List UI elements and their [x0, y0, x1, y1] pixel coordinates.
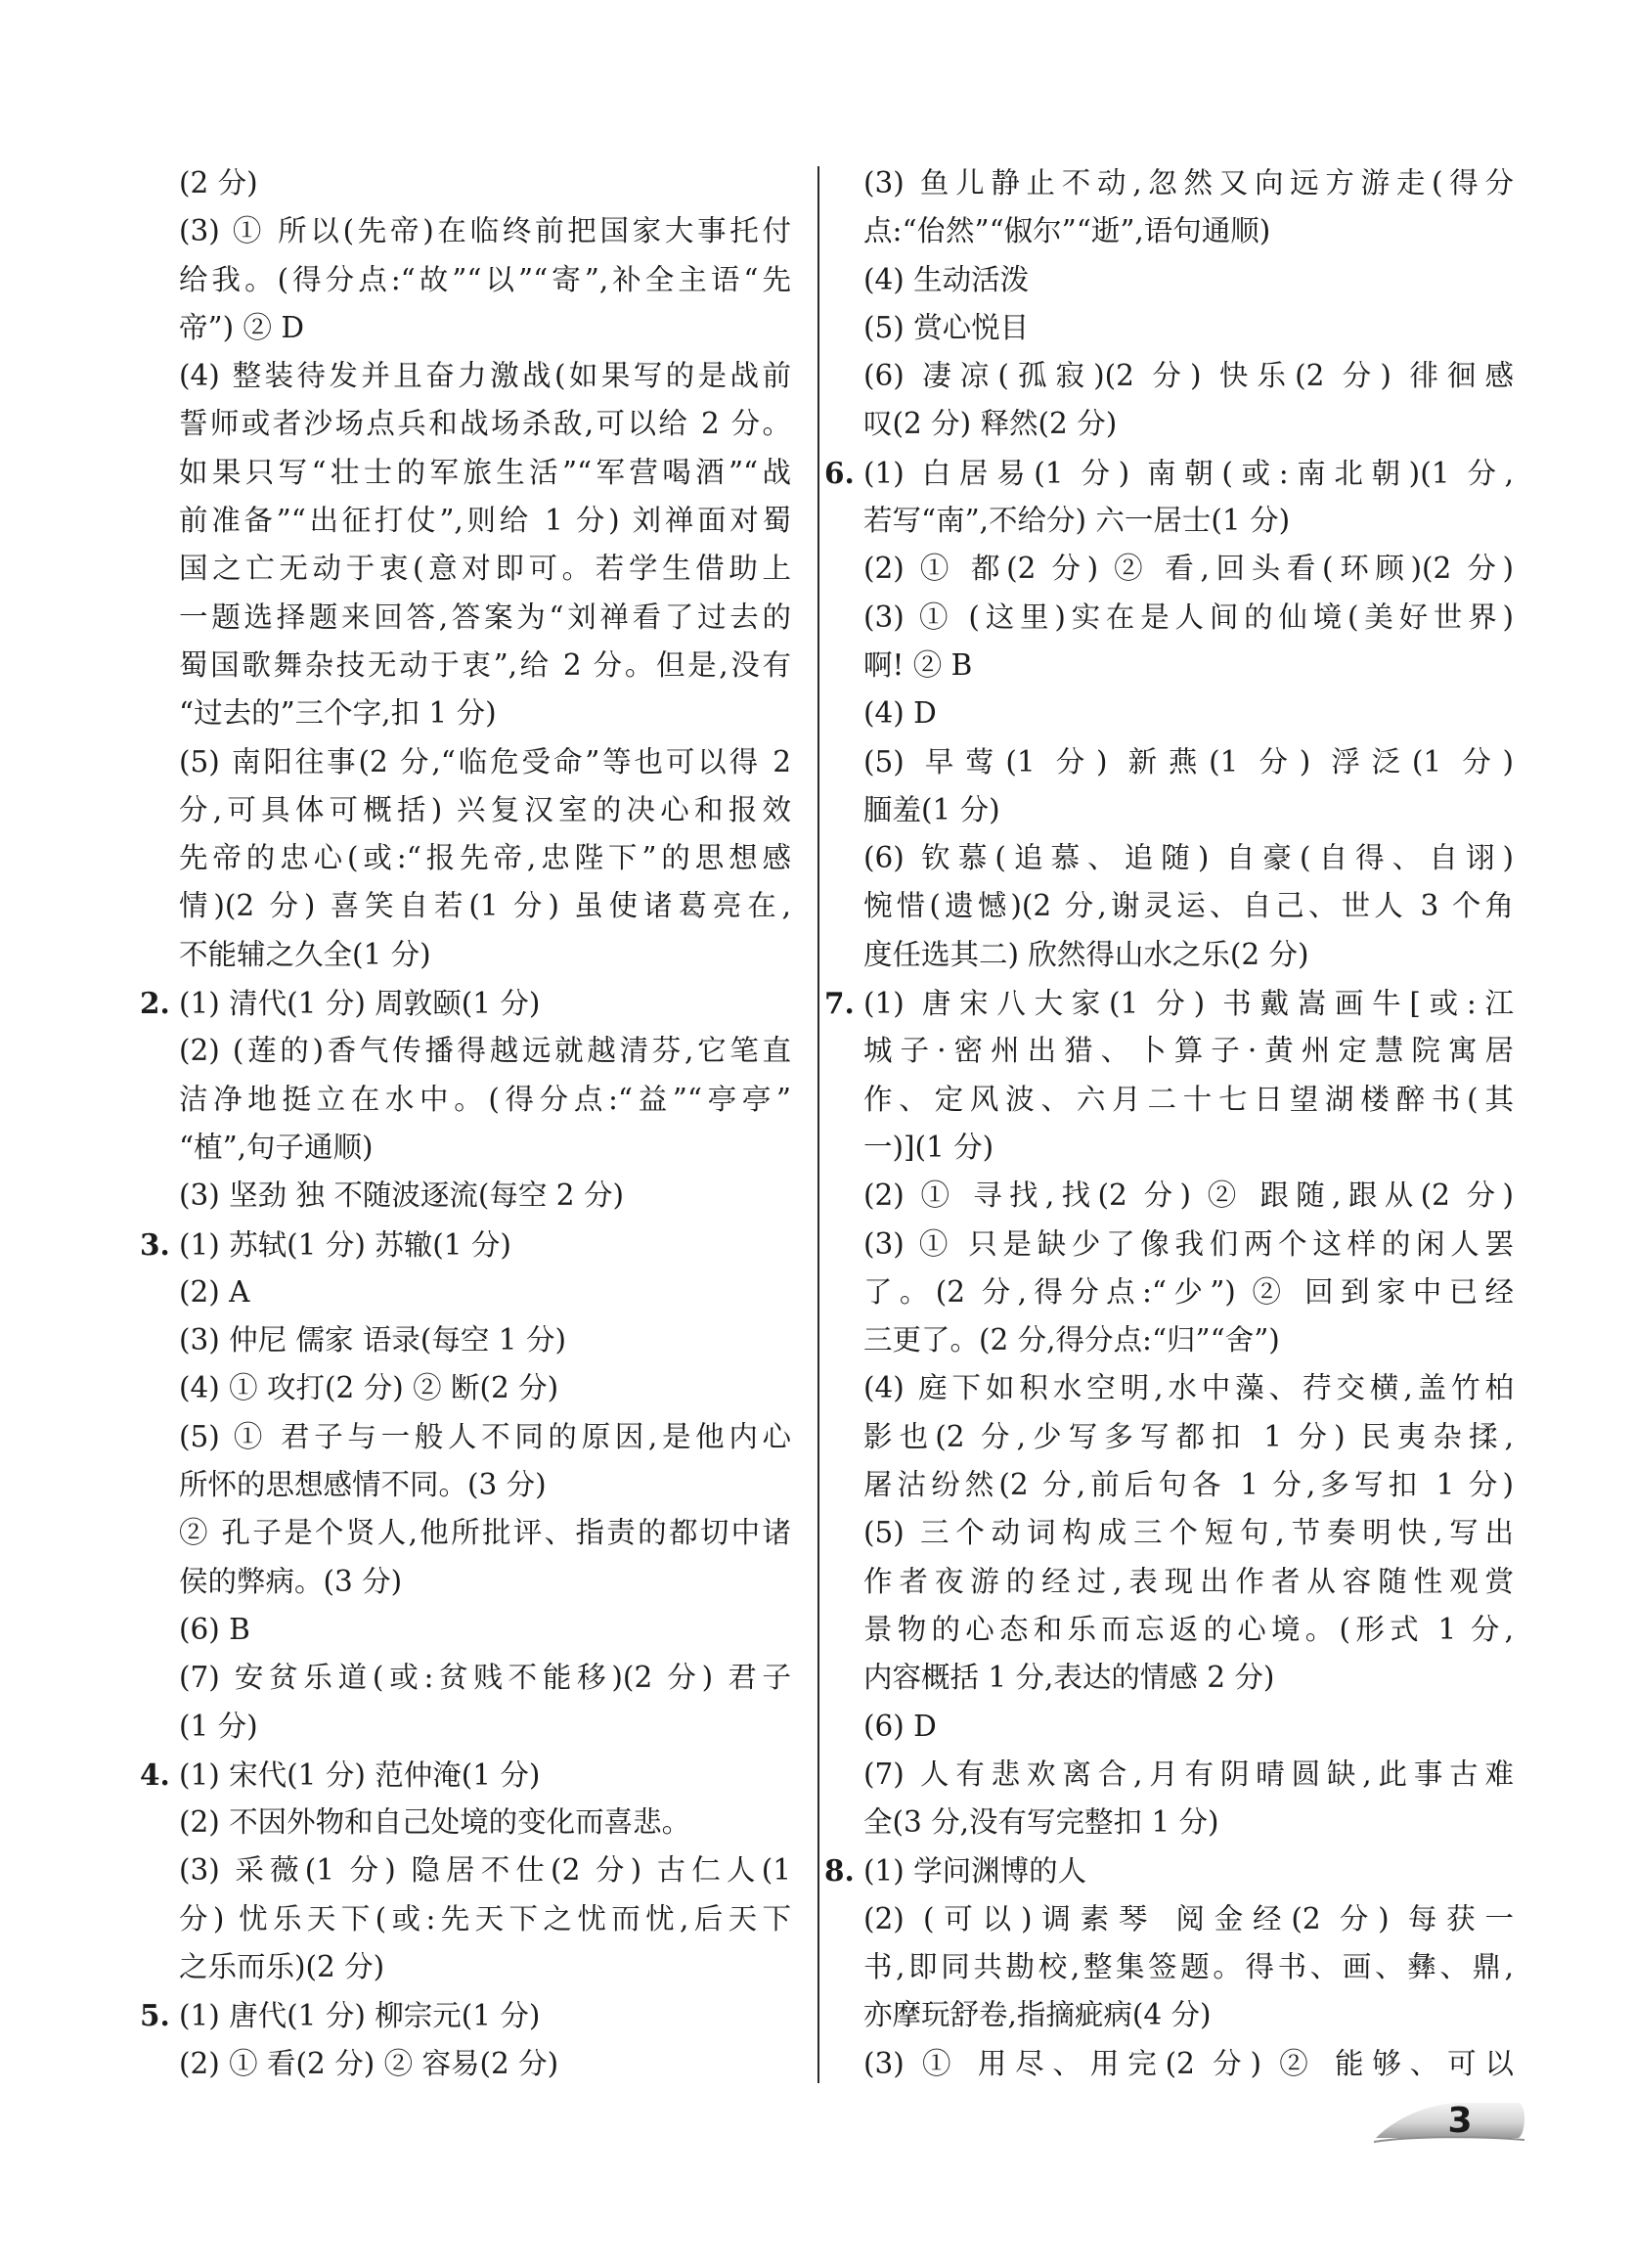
answer-line [179, 1364, 791, 1412]
answer-line [863, 834, 1514, 882]
answer-line [863, 1991, 1514, 2039]
answer-line [863, 1221, 1514, 1268]
answer-text: 前准备”“出征打仗”,则给 1 分) 刘禅面对蜀 [179, 504, 791, 538]
answer-text: (2) (莲的)香气传播得越远就越清芬,它笔直 [179, 1034, 791, 1068]
answer-text: 景物的心态和乐而忘返的心境。(形式 1 分, [863, 1612, 1514, 1646]
answer-text: 一)](1 分) [863, 1130, 994, 1164]
answer-line [179, 545, 791, 593]
answer-line [179, 642, 791, 689]
column-divider [817, 166, 819, 2083]
answer-line [179, 834, 791, 882]
answer-text: (1) 白居易(1 分) 南朝(或:南北朝)(1 分, [863, 456, 1514, 490]
answer-line [179, 1509, 791, 1557]
answer-text: 城子·密州出猎、卜算子·黄州定慧院寓居 [863, 1034, 1514, 1068]
answer-line [179, 1799, 791, 1846]
answer-text: (4) 整装待发并且奋力激战(如果写的是战前 [179, 359, 791, 393]
answer-line [140, 1991, 791, 2039]
answer-line [179, 449, 791, 497]
answer-text: (1) 苏轼(1 分) 苏辙(1 分) [179, 1227, 511, 1262]
answer-line [179, 1943, 791, 1991]
answer-text: (2 分) [179, 166, 258, 200]
answer-text: 三更了。(2 分,得分点:“归”“舍”) [863, 1323, 1280, 1357]
answer-text: 洁净地挺立在水中。(得分点:“益”“亭亭” [179, 1082, 791, 1116]
answer-line [824, 979, 1514, 1027]
answer-line [863, 1703, 1514, 1751]
answer-text: (1) 清代(1 分) 周敦颐(1 分) [179, 987, 541, 1021]
answer-line [179, 1461, 791, 1509]
answer-line [863, 1943, 1514, 1991]
answer-line [863, 1027, 1514, 1075]
answer-text: 给我。(得分点:“故”“以”“寄”,补全主语“先 [179, 262, 791, 296]
page-number: 3 [1447, 2101, 1473, 2141]
answer-text: (3) 坚劲 独 不随波逐流(每空 2 分) [179, 1178, 624, 1213]
answer-line [863, 882, 1514, 930]
answer-line [179, 1558, 791, 1606]
answer-line [824, 1846, 1514, 1894]
answer-line [863, 352, 1514, 400]
answer-line [179, 1172, 791, 1220]
answer-line [179, 1076, 791, 1124]
answer-line [863, 689, 1514, 737]
answer-line [863, 1895, 1514, 1943]
answer-text: 所怀的思想感情不同。(3 分) [179, 1468, 547, 1502]
answer-text: (4) ① 攻打(2 分) ② 断(2 分) [179, 1371, 559, 1405]
question-number: 4. [140, 1757, 170, 1792]
answer-text: (4) 生动活泼 [863, 262, 1030, 296]
answer-text: (3) 仲尼 儒家 语录(每空 1 分) [179, 1323, 566, 1357]
answer-line [179, 738, 791, 786]
answer-line [863, 545, 1514, 593]
answer-text: (2) 不因外物和自己处境的变化而喜悲。 [179, 1805, 691, 1840]
answer-line [179, 400, 791, 448]
answer-text: 一题选择题来回答,答案为“刘禅看了过去的 [179, 600, 791, 634]
answer-text: (6) D [863, 1709, 937, 1743]
answer-text: (1) 学问渊博的人 [863, 1854, 1087, 1889]
answer-line [863, 594, 1514, 642]
answer-line [140, 1221, 791, 1268]
answer-text: 啊! ② B [863, 647, 973, 682]
answer-line [179, 1703, 791, 1751]
answer-text: (3) ① 只是缺少了像我们两个这样的闲人罢 [863, 1226, 1514, 1261]
question-number: 6. [824, 455, 855, 490]
answer-line [179, 1654, 791, 1702]
answer-line [863, 1654, 1514, 1702]
answer-line [140, 1751, 791, 1799]
answer-line [863, 497, 1514, 545]
answer-line [179, 1846, 791, 1894]
answer-text: 分,可具体可概括) 兴复汉室的决心和报效 [179, 792, 791, 826]
question-number: 8. [824, 1853, 855, 1889]
answer-line [179, 497, 791, 545]
answer-text: ② 孔子是个贤人,他所批评、指责的都切中诸 [179, 1516, 791, 1550]
answer-text: 度任选其二) 欣然得山水之乐(2 分) [863, 937, 1309, 971]
answer-text: (5) 赏心悦目 [863, 310, 1030, 344]
answer-text: (3) ① 所以(先帝)在临终前把国家大事托付 [179, 214, 791, 248]
answer-line [179, 931, 791, 979]
answer-text: 了。(2 分,得分点:“少”) ② 回到家中已经 [863, 1274, 1514, 1309]
answer-text: (5) 早莺(1 分) 新燕(1 分) 浮泛(1 分) [863, 744, 1514, 778]
answer-text: (1 分) [179, 1709, 258, 1743]
answer-line [179, 304, 791, 352]
question-number: 3. [140, 1226, 170, 1262]
answer-line [863, 1076, 1514, 1124]
answer-line [179, 352, 791, 400]
answer-text: 叹(2 分) 释然(2 分) [863, 407, 1118, 441]
page-number-tab [1372, 2093, 1528, 2150]
answer-line [179, 207, 791, 255]
answer-line [863, 159, 1514, 207]
answer-line [179, 1895, 791, 1943]
answer-line [863, 1461, 1514, 1509]
answer-text: 若写“南”,不给分) 六一居士(1 分) [863, 504, 1291, 538]
answer-line [179, 594, 791, 642]
answer-text: (5) ① 君子与一般人不同的原因,是他内心 [179, 1419, 791, 1453]
right-column [824, 159, 1514, 2088]
answer-line [863, 1364, 1514, 1412]
answer-text: 如果只写“壮士的军旅生活”“军营喝酒”“战 [179, 455, 791, 489]
answer-line [863, 207, 1514, 255]
answer-text: (1) 宋代(1 分) 范仲淹(1 分) [179, 1757, 541, 1792]
question-number: 7. [824, 986, 855, 1021]
answer-text: “植”,句子通顺) [179, 1130, 374, 1164]
answer-line [824, 449, 1514, 497]
answer-line [179, 159, 791, 207]
answer-line [179, 1124, 791, 1172]
answer-text: (2) (可以)调素琴 阅金经(2 分) 每获一 [863, 1901, 1514, 1935]
answer-text: (6) 凄凉(孤寂)(2 分) 快乐(2 分) 徘徊感 [863, 359, 1514, 393]
answer-line [863, 2040, 1514, 2088]
answer-line [179, 1268, 791, 1316]
answer-line [863, 304, 1514, 352]
left-column [140, 159, 791, 2088]
answer-line [179, 2040, 791, 2088]
answer-text: 分) 忧乐天下(或:先天下之忧而忧,后天下 [179, 1901, 791, 1935]
answer-line [179, 256, 791, 304]
question-number: 2. [140, 986, 170, 1021]
answer-text: 之乐而乐)(2 分) [179, 1949, 385, 1983]
answer-text: (3) ① (这里)实在是人间的仙境(美好世界) [863, 600, 1514, 634]
answer-line [863, 642, 1514, 689]
answer-text: 先帝的忠心(或:“报先帝,忠陛下”的思想感 [179, 841, 791, 875]
answer-line [863, 786, 1514, 834]
answer-text: “过去的”三个字,扣 1 分) [179, 696, 497, 731]
answer-line [863, 1509, 1514, 1557]
answer-line [140, 979, 791, 1027]
answer-line [863, 931, 1514, 979]
answer-text: 全(3 分,没有写完整扣 1 分) [863, 1805, 1219, 1840]
answer-text: 惋惜(遗憾)(2 分,谢灵运、自己、世人 3 个角 [863, 889, 1514, 923]
answer-line [179, 689, 791, 737]
answer-line [863, 1413, 1514, 1461]
answer-text: (4) 庭下如积水空明,水中藻、荇交横,盖竹柏 [863, 1371, 1514, 1405]
answer-text: (2) ① 都(2 分) ② 看,回头看(环顾)(2 分) [863, 552, 1514, 586]
answer-line [179, 882, 791, 930]
answer-text: 作者夜游的经过,表现出作者从容随性观赏 [863, 1564, 1514, 1598]
answer-text: 内容概括 1 分,表达的情感 2 分) [863, 1661, 1275, 1695]
answer-text: 屠沽纷然(2 分,前后句各 1 分,多写扣 1 分) [863, 1468, 1514, 1502]
answer-text: (6) B [179, 1612, 250, 1646]
answer-text: (6) 钦慕(追慕、追随) 自豪(自得、自诩) [863, 841, 1514, 875]
answer-text: 国之亡无动于衷(意对即可。若学生借助上 [179, 552, 791, 586]
answer-text: (2) ① 寻找,找(2 分) ② 跟随,跟从(2 分) [863, 1178, 1514, 1213]
answer-line [179, 1316, 791, 1364]
answer-line [179, 1413, 791, 1461]
answer-line [863, 1799, 1514, 1846]
answer-line [863, 738, 1514, 786]
answer-text: 侯的弊病。(3 分) [179, 1564, 403, 1598]
answer-line [863, 1558, 1514, 1606]
answer-line [179, 1606, 791, 1654]
answer-text: (7) 人有悲欢离合,月有阴晴圆缺,此事古难 [863, 1757, 1514, 1791]
answer-text: (1) 唐代(1 分) 柳宗元(1 分) [179, 1999, 541, 2033]
answer-text: 情)(2 分) 喜笑自若(1 分) 虽使诸葛亮在, [179, 889, 791, 923]
answer-line [179, 786, 791, 834]
answer-text: 不能辅之久全(1 分) [179, 937, 431, 971]
answer-text: (3) ① 用尽、用完(2 分) ② 能够、可以 [863, 2046, 1514, 2080]
answer-line [863, 256, 1514, 304]
question-number: 5. [140, 1998, 170, 2033]
answer-line [863, 1268, 1514, 1316]
answer-line [863, 1172, 1514, 1220]
answer-line [863, 1751, 1514, 1799]
answer-text: (5) 南阳往事(2 分,“临危受命”等也可以得 2 [179, 744, 791, 778]
answer-line [179, 1027, 791, 1075]
answer-text: 帝”) ② D [179, 310, 304, 344]
answer-text: 腼羞(1 分) [863, 792, 1000, 826]
answer-text: (1) 唐宋八大家(1 分) 书戴嵩画牛[或:江 [863, 987, 1514, 1021]
answer-text: 作、定风波、六月二十七日望湖楼醉书(其 [863, 1082, 1514, 1116]
answer-text: (2) ① 看(2 分) ② 容易(2 分) [179, 2046, 559, 2080]
answer-line [863, 1606, 1514, 1654]
answer-text: (3) 采薇(1 分) 隐居不仕(2 分) 古仁人(1 [179, 1853, 791, 1888]
answer-text: (3) 鱼儿静止不动,忽然又向远方游走(得分 [863, 166, 1514, 200]
answer-line [863, 400, 1514, 448]
answer-text: (4) D [863, 696, 937, 731]
answer-text: 点:“佁然”“俶尔”“逝”,语句通顺) [863, 214, 1271, 248]
answer-text: (7) 安贫乐道(或:贫贱不能移)(2 分) 君子 [179, 1661, 791, 1695]
answer-line [863, 1124, 1514, 1172]
answer-text: 誓师或者沙场点兵和战场杀敌,可以给 2 分。 [179, 407, 791, 441]
answer-text: 影也(2 分,少写多写都扣 1 分) 民夷杂揉, [863, 1419, 1514, 1453]
answer-text: 亦摩玩舒卷,指摘疵病(4 分) [863, 1998, 1212, 2032]
answer-text: (5) 三个动词构成三个短句,节奏明快,写出 [863, 1516, 1514, 1550]
answer-line [863, 1316, 1514, 1364]
answer-text: 书,即同共勘校,整集签题。得书、画、彝、鼎, [863, 1949, 1514, 1983]
answer-text: 蜀国歌舞杂技无动于衷”,给 2 分。但是,没有 [179, 647, 791, 682]
answer-text: (2) A [179, 1274, 250, 1309]
